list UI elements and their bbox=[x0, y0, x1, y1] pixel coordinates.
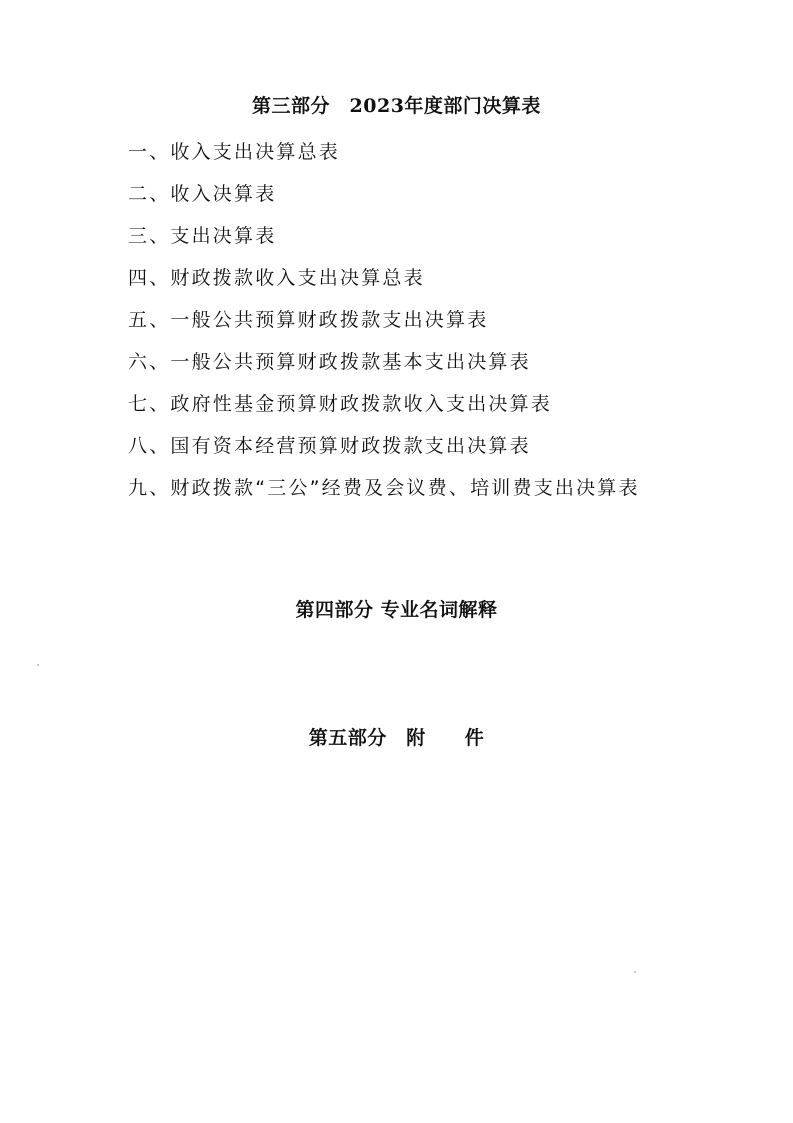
list-item: 七、政府性基金预算财政拨款收入支出决算表 bbox=[128, 393, 553, 415]
part3-table-list bbox=[128, 140, 640, 518]
scan-speck bbox=[634, 971, 636, 973]
list-item: 九、财政拨款“三公”经费及会议费、培训费支出决算表 bbox=[128, 477, 640, 499]
list-item: 三、支出决算表 bbox=[128, 225, 277, 247]
list-item: 六、一般公共预算财政拨款基本支出决算表 bbox=[128, 351, 531, 373]
list-item: 八、国有资本经营预算财政拨款支出决算表 bbox=[128, 435, 531, 457]
list-item: 五、一般公共预算财政拨款支出决算表 bbox=[128, 309, 489, 331]
list-item: 四、财政拨款收入支出决算总表 bbox=[128, 267, 425, 289]
list-item: 二、收入决算表 bbox=[128, 183, 277, 205]
list-item: 一、收入支出决算总表 bbox=[128, 141, 341, 163]
part4-title: 第四部分 专业名词解释 bbox=[295, 599, 498, 621]
part3-title: 第三部分 2023年度部门决算表 bbox=[252, 95, 541, 117]
part5-title: 第五部分 附 件 bbox=[308, 727, 485, 749]
scan-speck bbox=[37, 664, 39, 666]
